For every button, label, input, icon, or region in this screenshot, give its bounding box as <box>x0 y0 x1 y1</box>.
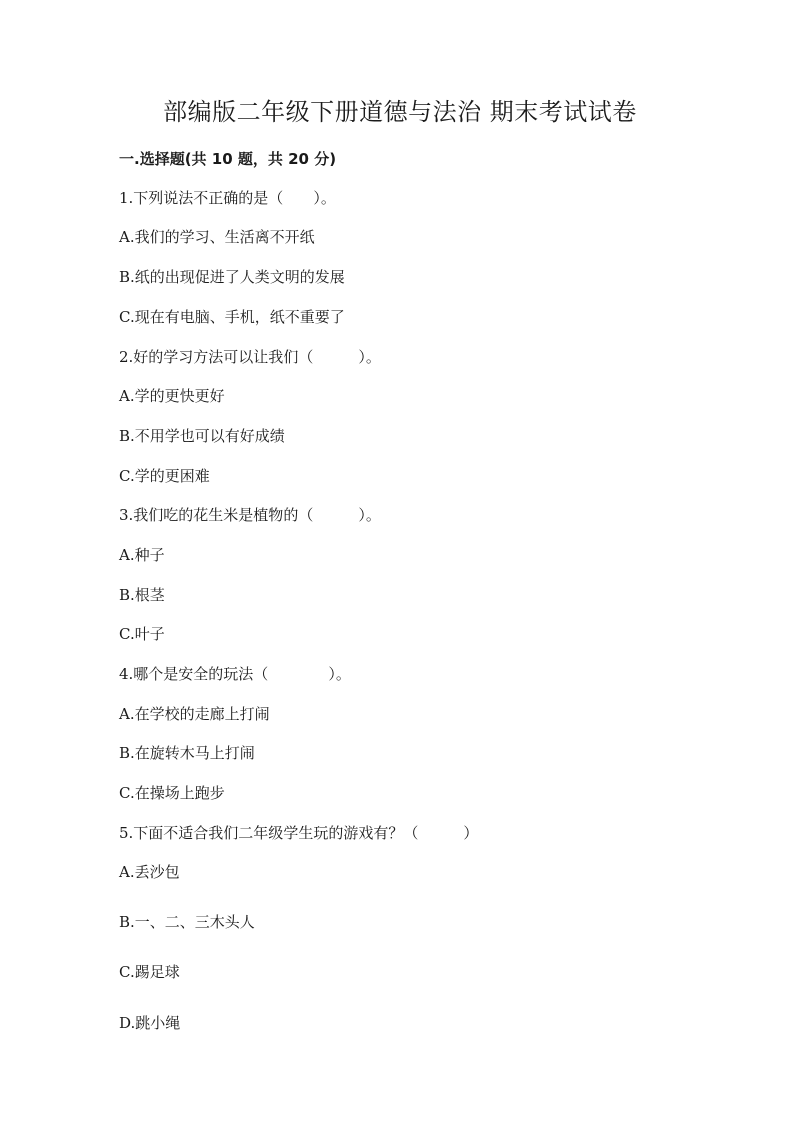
question-1-stem: 1.下列说法不正确的是（ ）。 <box>119 189 336 207</box>
question-4-option-b: B.在旋转木马上打闹 <box>119 744 255 762</box>
question-2-option-a: A.学的更快更好 <box>119 387 225 405</box>
question-3-option-b: B.根茎 <box>119 586 165 604</box>
section-heading: 一.选择题(共 10 题，共 20 分) <box>119 150 337 168</box>
question-5-option-b: B.一、二、三木头人 <box>119 913 255 931</box>
exam-title: 部编版二年级下册道德与法治 期末考试试卷 <box>163 98 637 126</box>
question-3-option-a: A.种子 <box>119 546 165 564</box>
question-1-option-a: A.我们的学习、生活离不开纸 <box>119 228 315 246</box>
question-2-stem: 2.好的学习方法可以让我们（ ）。 <box>119 348 381 366</box>
question-1-option-c: C.现在有电脑、手机，纸不重要了 <box>119 308 345 326</box>
question-5-option-d: D.跳小绳 <box>119 1014 181 1032</box>
question-4-option-c: C.在操场上跑步 <box>119 784 225 802</box>
question-5-option-a: A.丢沙包 <box>119 863 180 881</box>
question-4-stem: 4.哪个是安全的玩法（ ）。 <box>119 665 351 683</box>
question-3-option-c: C.叶子 <box>119 625 165 643</box>
question-5-stem: 5.下面不适合我们二年级学生玩的游戏有？（ ） <box>119 824 479 842</box>
question-4-option-a: A.在学校的走廊上打闹 <box>119 705 270 723</box>
question-5-option-c: C.踢足球 <box>119 963 180 981</box>
question-1-option-b: B.纸的出现促进了人类文明的发展 <box>119 268 345 286</box>
question-2-option-c: C.学的更困难 <box>119 467 210 485</box>
question-3-stem: 3.我们吃的花生米是植物的（ ）。 <box>119 506 381 524</box>
question-2-option-b: B.不用学也可以有好成绩 <box>119 427 285 445</box>
